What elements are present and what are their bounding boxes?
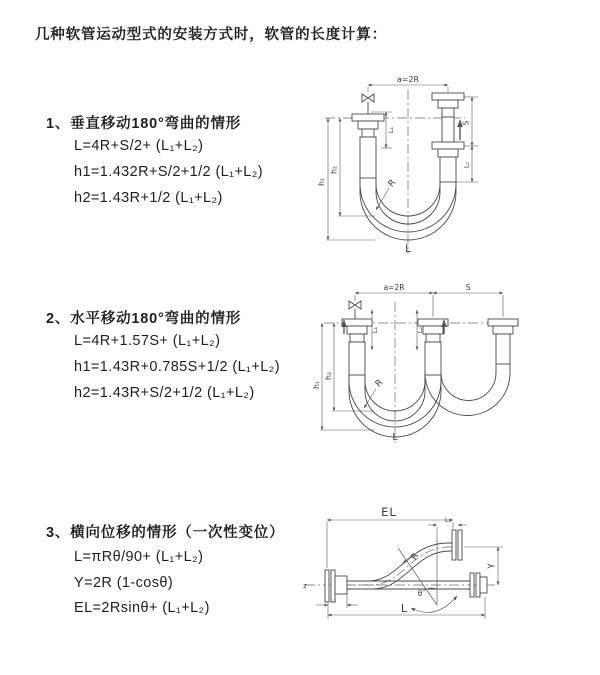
diagram-lateral-displacement — [300, 498, 600, 653]
theta-label: θ — [417, 589, 423, 598]
radius-label: R — [386, 177, 399, 190]
dim-label-s: S — [461, 120, 471, 126]
left-pipe-flange — [342, 319, 372, 375]
section-1-formula-L: L=4R+S/2+ (L₁+L₂) — [74, 138, 204, 154]
length-label: L — [400, 602, 408, 615]
dimension-lines — [316, 520, 503, 619]
section-2-heading: 2、水平移动180°弯曲的情形 — [46, 311, 242, 327]
dim-label-a2r: a=2R — [383, 283, 405, 292]
section-1-formula-h2: h2=1.43R+1/2 (L₁+L₂) — [74, 190, 223, 206]
diagram-3-labels — [303, 505, 497, 615]
radius-label: R — [373, 377, 386, 390]
section-3-heading: 3、横向位移的情形（一次性变位） — [46, 525, 285, 541]
diagram-horizontal-180-bend — [310, 278, 600, 463]
dim-label-h1: h₁ — [317, 178, 326, 186]
valve-icon — [349, 301, 361, 319]
valve-icon — [362, 94, 374, 114]
length-label: L — [392, 432, 398, 443]
diagram-2-labels — [312, 283, 471, 443]
section-1-heading: 1、垂直移动180°弯曲的情形 — [46, 116, 242, 132]
right-flange — [470, 573, 487, 597]
dim-label-l1: L₁ — [387, 126, 395, 134]
dim-label-l1: L₁ — [444, 516, 452, 524]
section-1-formula-h1: h1=1.432R+S/2+1/2 (L₁+L₂) — [74, 164, 264, 180]
section-2-formula-L: L=4R+1.57S+ (L₁+L₂) — [74, 333, 221, 349]
raised-flange — [452, 530, 462, 560]
dim-label-l1: L₁ — [371, 326, 379, 334]
dim-label-l2: L₂ — [329, 596, 337, 604]
right-pipe-flange — [432, 93, 464, 182]
section-3-formula-Y: Y=2R (1-cosθ) — [74, 575, 174, 591]
diagram-vertical-180-bend — [313, 66, 600, 266]
dim-label-el: EL — [381, 505, 397, 519]
page-title: 几种软管运动型式的安装方式时，软管的长度计算： — [35, 27, 387, 43]
section-2-formula-h2: h2=1.43R+S/2+1/2 (L₁+L₂) — [74, 385, 255, 401]
dim-label-y: Y — [487, 563, 497, 569]
dim-label-l2: L₂ — [462, 161, 471, 169]
dim-label-h1: h₁ — [312, 381, 321, 389]
section-3-formula-L: L=πRθ/90+ (L₁+L₂) — [74, 549, 204, 565]
dim-label-l2: L₂ — [416, 326, 424, 334]
centerline-break-mark: z — [303, 582, 307, 590]
dim-label-a2r: a=2R — [396, 75, 420, 84]
section-2-formula-h1: h1=1.43R+0.785S+1/2 (L₁+L₂) — [74, 359, 280, 375]
dim-label-s: S — [465, 283, 471, 292]
dimension-lines — [320, 293, 503, 430]
left-pipe-flange — [352, 114, 384, 178]
length-label: L — [405, 243, 411, 255]
dim-label-h2: h₂ — [324, 372, 333, 380]
dim-label-h2: h₂ — [329, 166, 339, 174]
moved-pipe-flange — [488, 319, 518, 364]
section-3-formula-EL: EL=2Rsinθ+ (L₁+L₂) — [74, 600, 210, 616]
radius-label: R — [409, 551, 422, 563]
